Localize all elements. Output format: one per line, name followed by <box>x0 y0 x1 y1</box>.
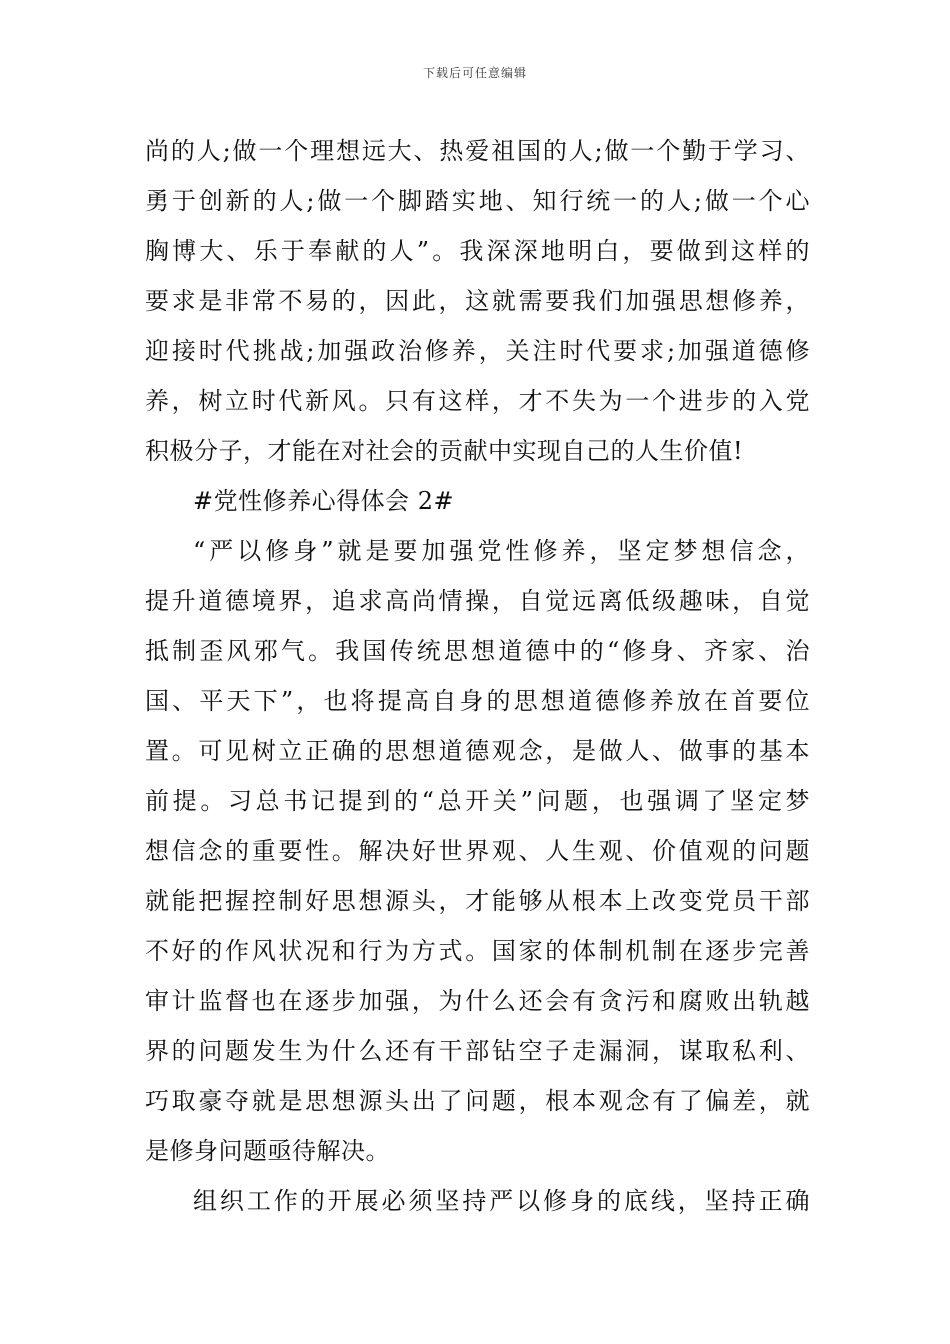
section-heading: #党性修养心得体会 2# <box>193 487 455 515</box>
text-line: 置。可见树立正确的思想道德观念，是做人、做事的基本 <box>145 737 810 765</box>
text-line: 界的问题发生为什么还有干部钻空子走漏洞，谋取私利、 <box>145 1037 810 1065</box>
paragraph-2 <box>145 526 810 1176</box>
text-line: 积极分子，才能在对社会的贡献中实现自己的人生价值! <box>145 437 744 465</box>
text-line: 迎接时代挑战;加强政治修养，关注时代要求;加强道德修 <box>145 337 810 365</box>
text-line: “严以修身”就是要加强党性修养，坚定梦想信念， <box>193 537 810 565</box>
text-line: 国、平天下”，也将提高自身的思想道德修养放在首要位 <box>145 687 810 715</box>
document-body <box>145 126 810 1226</box>
text-line: 组织工作的开展必须坚持严以修身的底线，坚持正确 <box>193 1187 810 1215</box>
text-line: 养，树立时代新风。只有这样，才不失为一个进步的入党 <box>145 387 810 415</box>
paragraph-3 <box>145 1176 810 1226</box>
text-line: 胸博大、乐于奉献的人”。我深深地明白，要做到这样的 <box>145 237 810 265</box>
text-line: 是修身问题亟待解决。 <box>145 1137 390 1165</box>
text-line: 要求是非常不易的，因此，这就需要我们加强思想修养， <box>145 287 810 315</box>
text-line: 就能把握控制好思想源头，才能够从根本上改变党员干部 <box>145 887 810 915</box>
paragraph-1 <box>145 126 810 476</box>
text-line: 巧取豪夺就是思想源头出了问题，根本观念有了偏差，就 <box>145 1087 810 1115</box>
text-line: 提升道德境界，追求高尚情操，自觉远离低级趣味，自觉 <box>145 587 810 615</box>
text-line: 尚的人;做一个理想远大、热爱祖国的人;做一个勤于学习、 <box>145 137 810 165</box>
page-header: 下载后可任意编辑 <box>422 66 527 80</box>
text-line: 想信念的重要性。解决好世界观、人生观、价值观的问题 <box>145 837 810 865</box>
text-line: 前提。习总书记提到的“总开关”问题，也强调了坚定梦 <box>145 787 810 815</box>
text-line: 勇于创新的人;做一个脚踏实地、知行统一的人;做一个心 <box>145 187 810 215</box>
text-line: 审计监督也在逐步加强，为什么还会有贪污和腐败出轨越 <box>145 987 810 1015</box>
text-line: 抵制歪风邪气。我国传统思想道德中的“修身、齐家、治 <box>145 637 810 665</box>
text-line: 不好的作风状况和行为方式。国家的体制机制在逐步完善 <box>145 937 810 965</box>
